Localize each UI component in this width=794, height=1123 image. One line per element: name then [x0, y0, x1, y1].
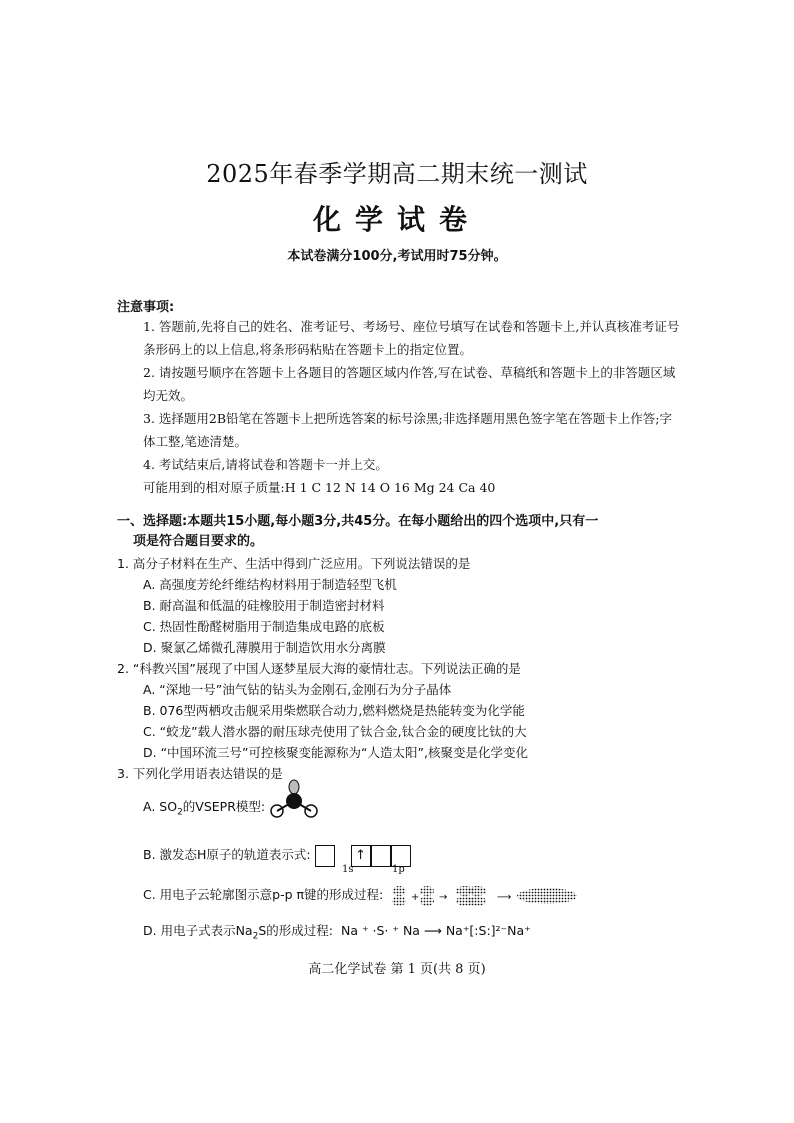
orbital-1s-box [315, 845, 335, 867]
notice-item-4: 4. 考试结束后,请将试卷和答题卡一并上交。 [143, 457, 388, 472]
orbital-1p-label: 1p [392, 864, 405, 875]
question-1-option-a: A. 高强度芳纶纤维结构材料用于制造轻型飞机 [143, 577, 397, 592]
question-1-stem: 1. 高分子材料在生产、生活中得到广泛应用。下列说法错误的是 [117, 556, 471, 571]
notice-item-2: 2. 请按题号顺序在答题卡上各题目的答题区域内作答,写在试卷、草稿纸和答题卡上的非答题区域均无效。 [143, 365, 676, 403]
orbital-1s-label: 1s [342, 864, 354, 875]
notice-heading: 注意事项: [117, 300, 175, 315]
question-2-option-d: D. “中国环流三号”可控核聚变能源称为“人造太阳”,核聚变是化学变化 [143, 745, 528, 760]
na2s-formation-formula: Na ⁺ ·S· ⁺ Na ⟶ Na⁺[:S:]²⁻Na⁺ [340, 923, 531, 938]
question-3-option-c: C. 用电子云轮廓图示意p-p π键的形成过程: + → ⟶ [143, 884, 683, 907]
question-3-stem: 3. 下列化学用语表达错误的是 [117, 766, 283, 781]
question-1-option-d: D. 聚氯乙烯微孔薄膜用于制造饮用水分离膜 [143, 640, 386, 655]
score-note: 本试卷满分100分,考试用时75分钟。 [287, 249, 507, 264]
notice-item-3: 3. 选择题用2B铅笔在答题卡上把所选答案的标号涂黑;非选择题用黑色签字笔在答题卡上作答;字体工整,笔迹清楚。 [143, 411, 672, 449]
section-heading: 一、选择题:本题共15小题,每小题3分,共45分。在每小题给出的四个选项中,只有一 项是符合题目要求的。 [117, 514, 599, 549]
question-3-option-b: B. 激发态H原子的轨道表示式: ↑ [143, 844, 683, 867]
page-title: 2025年春季学期高二期末统一测试 [206, 160, 588, 188]
svg-text:⟶: ⟶ [497, 891, 512, 903]
vsepr-model-image [269, 779, 319, 819]
subject-title: 化学试卷 [312, 203, 481, 236]
question-2-option-b: B. 076型两栖攻击舰采用柴燃联合动力,燃料燃烧是热能转变为化学能 [143, 703, 525, 718]
notice-item-1: 1. 答题前,先将自己的姓名、准考证号、考场号、座位号填写在试卷和答题卡上,并认真核准考证号条形码上的以上信息,将条形码粘贴在答题卡上的指定位置。 [143, 319, 680, 357]
atomic-masses: 可能用到的相对原子质量:H 1 C 12 N 14 O 16 Mg 24 Ca 40 [143, 480, 496, 495]
question-2-stem: 2. “科教兴国”展现了中国人逐梦星辰大海的豪情壮志。下列说法正确的是 [117, 661, 521, 676]
question-1-option-b: B. 耐高温和低温的硅橡胶用于制造密封材料 [143, 598, 385, 613]
question-1-option-c: C. 热固性酚醛树脂用于制造集成电路的底板 [143, 619, 385, 634]
question-3-option-a: A. $SO_2$的VSEPR模型: [143, 796, 683, 824]
question-2-option-c: C. “蛟龙”载人潜水器的耐压球壳使用了钛合金,钛合金的硬度比钛的大 [143, 724, 527, 739]
orbital-1p-box [371, 845, 391, 867]
question-2-option-a: A. “深地一号”油气钻的钻头为金刚石,金刚石为分子晶体 [143, 682, 452, 697]
orbital-1p-box: ↑ [351, 845, 371, 867]
svg-text:→: → [439, 891, 448, 903]
page-footer: 高二化学试卷 第 1 页(共 8 页) [308, 962, 486, 977]
question-3-option-d: D. 用电子式表示$Na_2S$的形成过程: Na ⁺ ·S· ⁺ Na ⟶ Na⁺[:S:]²⁻Na⁺ [143, 923, 531, 942]
pi-bond-cloud-image [387, 885, 587, 907]
svg-text:+: + [411, 891, 420, 903]
